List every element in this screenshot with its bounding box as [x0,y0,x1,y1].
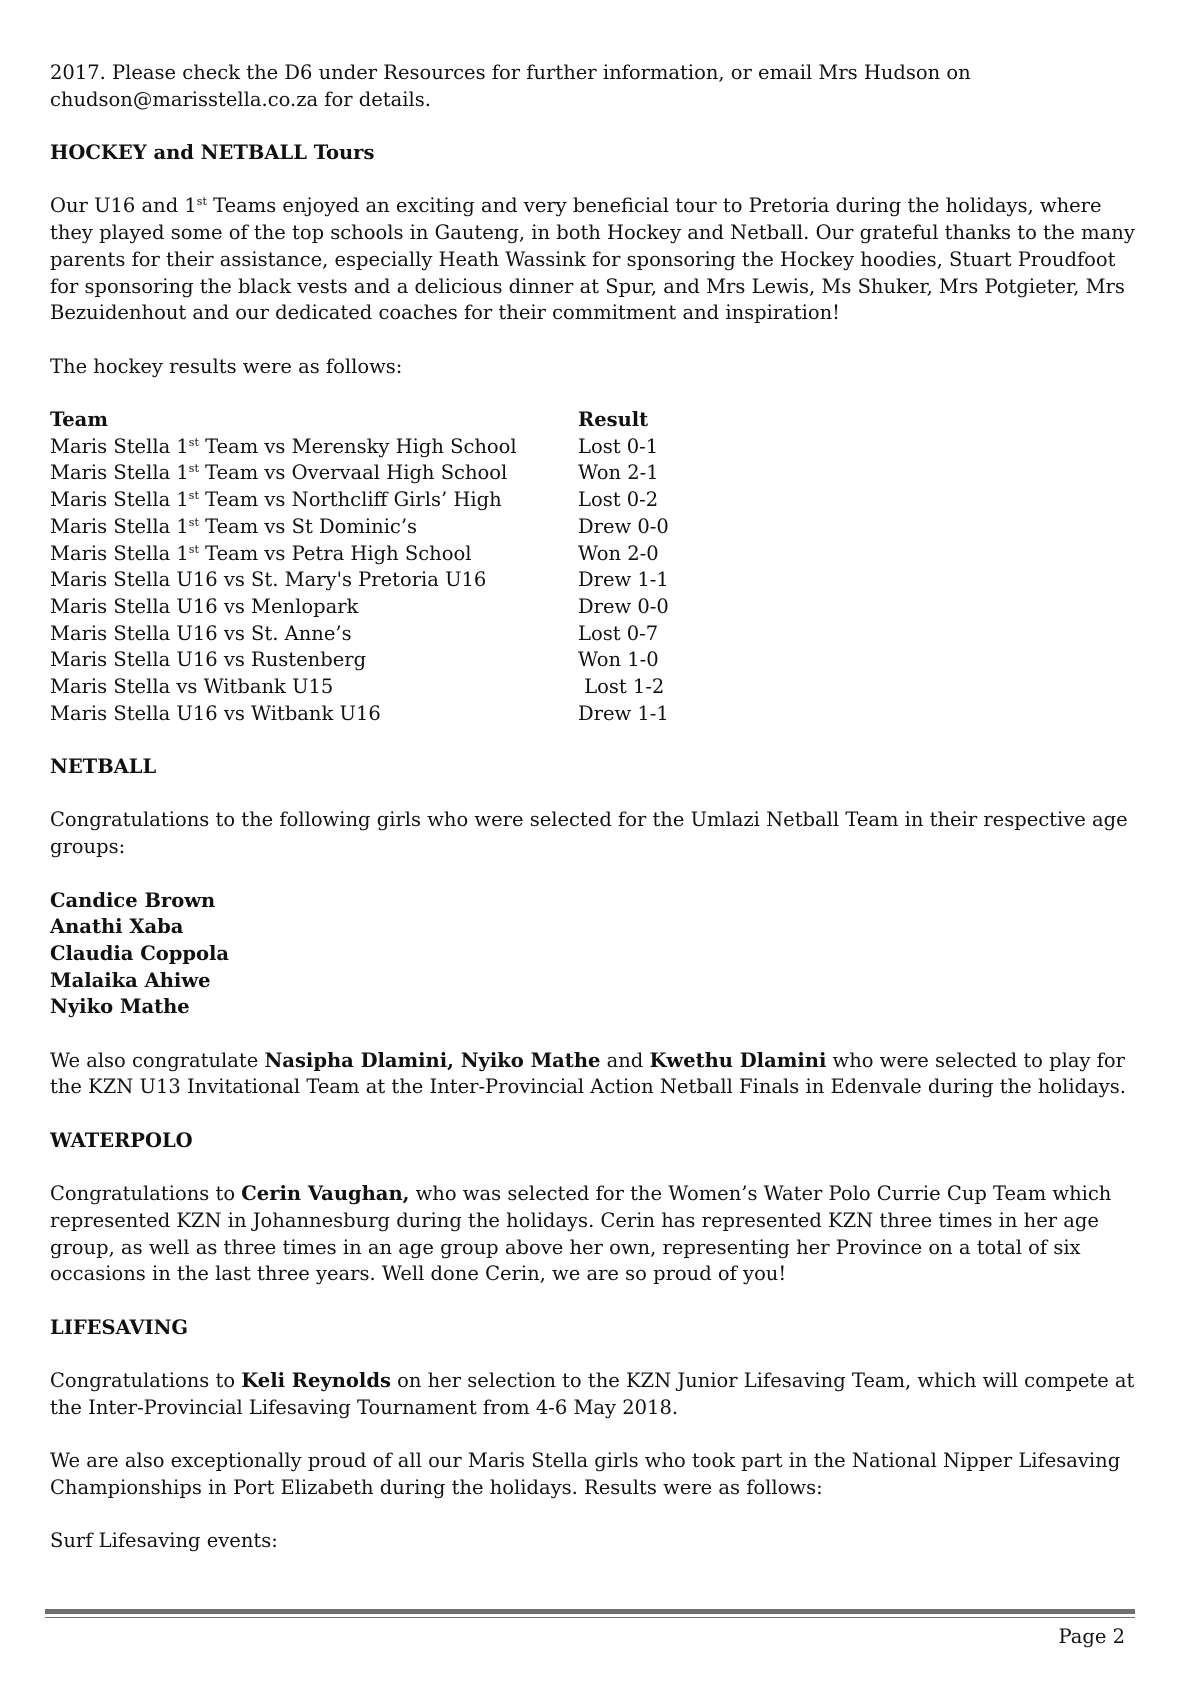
team-cell [50,647,578,674]
table-row [50,434,1140,461]
team-cell [50,567,578,594]
list-item: Candice Brown [50,888,216,912]
team-cell [50,674,578,701]
list-item: Malaika Ahiwe [50,968,211,992]
table-row [50,460,1140,487]
table-row [50,541,1140,568]
result-cell: Lost 0-7 [578,621,659,645]
result-cell: Won 2-0 [578,541,659,565]
team-cell [50,701,578,728]
team-text-rest: Team vs Merensky High School [198,434,517,458]
tours-superscript: st [196,195,207,209]
result-cell: Won 2-1 [578,461,659,485]
waterpolo-text-b: who was selected for the Women’s Water Polo Currie Cup Team which represented KZN in Johannesburg during the holidays. Cerin has represented KZN three times in her age group, as well as three times in an age group above her own, representing her Province on a total of six occasions in the last three years. Well done Cerin, we are so proud of you! [50,1182,1112,1286]
team-cell [50,541,578,568]
lifesaving-p1-name: Keli Reynolds [241,1369,391,1392]
netball-p2-names-2: Kwethu Dlamini [649,1048,827,1072]
lifesaving-paragraph-1 [50,1368,1140,1421]
team-text: Maris Stella U16 vs Rustenberg [50,648,367,672]
column-header-team: Team [50,408,108,432]
team-superscript: st [188,489,199,503]
netball-p2-text: We also congratulate [50,1048,265,1072]
team-text: Maris Stella 1 [50,541,189,565]
netball-p2-rest: who were selected to play for the KZN U13 Invitational Team at the Inter-Provincial Action Netball Finals in Edenvale during the holidays. [50,1048,1126,1099]
table-row [50,594,1140,621]
tours-text-a: Our U16 and 1 [50,194,197,218]
tours-paragraph [50,193,1140,327]
netball-names-list [50,888,1140,1021]
section-heading-lifesaving: LIFESAVING [50,1315,189,1339]
netball-p2-names-1: Nasipha Dlamini, Nyiko Mathe [264,1048,601,1072]
team-superscript: st [188,515,199,529]
list-item: Claudia Coppola [50,941,230,965]
intro-line-1: 2017. Please check the D6 under Resources for further information, or email Mrs Hudson on [50,61,971,84]
lifesaving-paragraph-2: We are also exceptionally proud of all our Maris Stella girls who took part in the National Nipper Lifesaving Championships in Port Elizabeth during the holidays. Results were as follows: [50,1449,1121,1499]
results-intro: The hockey results were as follows: [50,354,403,378]
result-cell: Won 1-0 [578,648,659,672]
team-text: Maris Stella U16 vs St. Mary's Pretoria U16 [50,568,487,592]
table-row [50,674,1140,701]
team-text: Maris Stella 1 [50,434,189,458]
list-item: Anathi Xaba [50,915,184,939]
table-row [50,514,1140,541]
team-cell [50,514,578,541]
hockey-results-table [50,407,1140,727]
lifesaving-p1-text-b: on her selection to the KZN Junior Lifesaving Team, which will compete at the Inter-Provincial Lifesaving Tournament from 4-6 May 2018. [50,1369,1135,1419]
result-cell: Drew 1-1 [578,701,669,725]
table-header-row [50,407,1140,434]
footer-rule-thin [45,1617,1135,1618]
waterpolo-text-a: Congratulations to [50,1182,242,1206]
team-text-rest: Team vs Petra High School [198,541,472,565]
footer-rule-thick [45,1609,1135,1614]
team-text: Maris Stella vs Witbank U15 [50,674,334,698]
team-text: Maris Stella 1 [50,461,189,485]
team-text-rest: Team vs Overvaal High School [198,461,508,485]
lifesaving-p1-text-a: Congratulations to [50,1369,242,1392]
team-text: Maris Stella 1 [50,514,189,538]
result-cell: Lost 1-2 [578,674,665,698]
tours-text-b: Teams enjoyed an exciting and very beneficial tour to Pretoria during the holidays, where they played some of the top schools in Gauteng, in both Hockey and Netball. Our grateful thanks to the many parents for their assistance, especially Heath Wassink for sponsoring the Hockey hoodies, Stuart Proudfoot for sponsoring the black vests and a delicious dinner at Spur, and Mrs Lewis, Ms Shuker, Mrs Potgieter, Mrs Bezuidenhout and our dedicated coaches for their commitment and inspiration! [50,194,1135,325]
intro-paragraph [50,60,1140,113]
section-heading-waterpolo: WATERPOLO [50,1128,193,1152]
result-cell: Drew 0-0 [578,514,669,538]
team-cell [50,621,578,648]
netball-paragraph-1: Congratulations to the following girls who were selected for the Umlazi Netball Team in their respective age groups: [50,808,1128,859]
team-cell [50,460,578,487]
column-header-result: Result [578,408,649,432]
table-row [50,647,1140,674]
team-superscript: st [188,462,199,476]
team-text: Maris Stella U16 vs Menlopark [50,594,359,618]
team-cell [50,487,578,514]
waterpolo-name: Cerin Vaughan, [241,1182,410,1206]
lifesaving-paragraph-3: Surf Lifesaving events: [50,1529,278,1553]
section-heading-netball: NETBALL [50,755,157,779]
table-row [50,567,1140,594]
team-text-rest: Team vs St Dominic’s [198,514,418,538]
team-text: Maris Stella 1 [50,488,189,512]
table-row [50,621,1140,648]
team-text-rest: Team vs Northcliff Girls’ High [198,488,502,512]
team-superscript: st [188,542,199,556]
page-number: Page 2 [1058,1625,1125,1648]
result-cell: Lost 0-2 [578,488,659,512]
team-superscript: st [188,435,199,449]
netball-p2-and: and [600,1048,650,1072]
result-cell: Drew 0-0 [578,594,669,618]
table-row [50,701,1140,728]
section-heading-hockey-netball-tours: HOCKEY and NETBALL Tours [50,141,375,165]
result-cell: Drew 1-1 [578,568,669,592]
result-cell: Lost 0-1 [578,434,659,458]
team-text: Maris Stella U16 vs Witbank U16 [50,701,381,725]
team-text: Maris Stella U16 vs St. Anne’s [50,621,352,645]
waterpolo-paragraph [50,1181,1140,1288]
list-item: Nyiko Mathe [50,995,190,1019]
netball-paragraph-2 [50,1048,1140,1101]
team-cell [50,434,578,461]
intro-line-2: chudson@marisstella.co.za for details. [50,87,431,111]
table-body [50,434,1140,728]
table-row [50,487,1140,514]
page-content [50,60,1140,1582]
team-cell [50,594,578,621]
